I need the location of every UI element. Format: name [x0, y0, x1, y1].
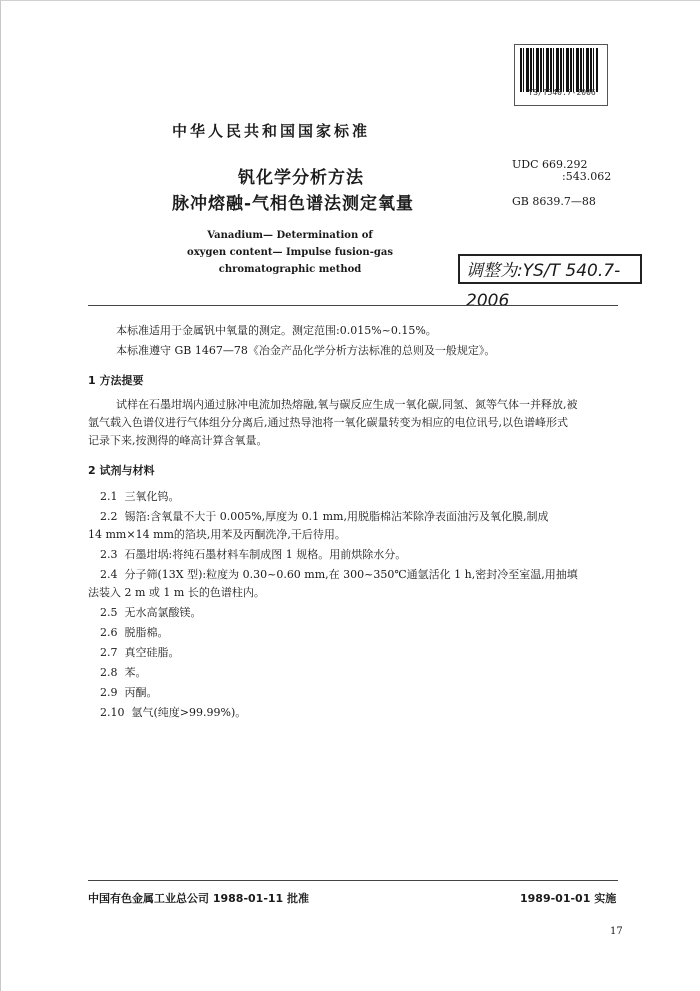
item-text: 石墨坩埚:将纯石墨材料车制成图 1 规格。用前烘除水分。	[124, 548, 407, 561]
item-2-2	[100, 508, 548, 526]
scope-text: 本标准适用于金属钒中氧量的测定。测定范围:0.015%~0.15%。	[116, 324, 437, 337]
section1-line2: 氩气载入色谱仪进行气体组分分离后,通过热导池将一氧化碳量转变为相应的电位讯号,以色谱峰形式	[88, 416, 568, 429]
udc-code-cont: :543.062	[562, 170, 612, 183]
english-title-line3: chromatographic method	[218, 264, 362, 275]
item-2-2-cont: 14 mm×14 mm的箔块,用苯及丙酮洗净,干后待用。	[88, 528, 346, 541]
approval-text: 中国有色金属工业总公司 1988-01-11 批准	[88, 892, 310, 905]
item-2-10	[100, 704, 246, 722]
english-title-line2: oxygen content— Impulse fusion-gas	[187, 247, 393, 258]
item-number: 2.4	[100, 568, 118, 581]
item-2-4-cont: 法装入 2 m 或 1 m 长的色谱柱内。	[88, 586, 265, 599]
item-2-6	[100, 624, 169, 642]
standard-title-line2: 脉冲熔融-气相色谱法测定氧量	[172, 194, 415, 214]
item-text: 脱脂棉。	[124, 626, 169, 639]
item-number: 2.8	[100, 666, 118, 679]
compliance-text: 本标准遵守 GB 1467—78《冶金产品化学分析方法标准的总则及一般规定》。	[116, 344, 496, 357]
item-number: 2.9	[100, 686, 118, 699]
barcode-image	[520, 48, 598, 92]
footer-divider	[88, 880, 618, 881]
item-number: 2.3	[100, 548, 118, 561]
section2-heading: 2 试剂与材料	[88, 464, 155, 477]
item-2-5	[100, 604, 202, 622]
gb-number: GB 8639.7—88	[512, 195, 596, 208]
section1-heading: 1 方法提要	[88, 374, 144, 387]
item-number: 2.6	[100, 626, 118, 639]
item-text: 无水高氯酸镁。	[124, 606, 202, 619]
item-2-9	[100, 684, 158, 702]
item-2-1	[100, 488, 180, 506]
item-text: 三氧化钨。	[124, 490, 180, 503]
section1-line3: 记录下来,按测得的峰高计算含氧量。	[88, 434, 268, 447]
standard-title-line1: 钒化学分析方法	[238, 168, 364, 188]
item-2-8	[100, 664, 147, 682]
implementation-date: 1989-01-01 实施	[520, 892, 617, 905]
item-text: 丙酮。	[124, 686, 158, 699]
item-number: 2.10	[100, 706, 125, 719]
org-title: 中华人民共和国国家标准	[172, 122, 371, 140]
item-text: 锡箔:含氧量不大于 0.005%,厚度为 0.1 mm,用脱脂棉沾苯除净表面油污及氧化膜,制成	[124, 510, 549, 523]
item-number: 2.2	[100, 510, 118, 523]
item-2-4	[100, 566, 578, 584]
item-number: 2.1	[100, 490, 118, 503]
item-text: 苯。	[124, 666, 147, 679]
section1-line1: 试样在石墨坩埚内通过脉冲电流加热熔融,氧与碳反应生成一氧化碳,同氢、氮等气体一并释放,被	[116, 398, 578, 411]
adjustment-stamp: 调整为:YS/T 540.7-2006	[458, 254, 642, 284]
item-text: 真空硅脂。	[124, 646, 180, 659]
item-text: 分子筛(13X 型):粒度为 0.30~0.60 mm,在 300~350℃通氩活化 1 h,密封冷至室温,用抽填	[124, 568, 578, 581]
barcode-number: YS/T540.7-2006	[528, 88, 596, 97]
item-number: 2.7	[100, 646, 118, 659]
page-number: 17	[610, 926, 623, 937]
item-number: 2.5	[100, 606, 118, 619]
english-title-line1: Vanadium— Determination of	[207, 230, 373, 241]
item-text: 氩气(纯度>99.99%)。	[131, 706, 247, 719]
udc-code: UDC 669.292	[512, 158, 588, 171]
item-2-3	[100, 546, 406, 564]
item-2-7	[100, 644, 180, 662]
header-divider	[88, 305, 618, 306]
